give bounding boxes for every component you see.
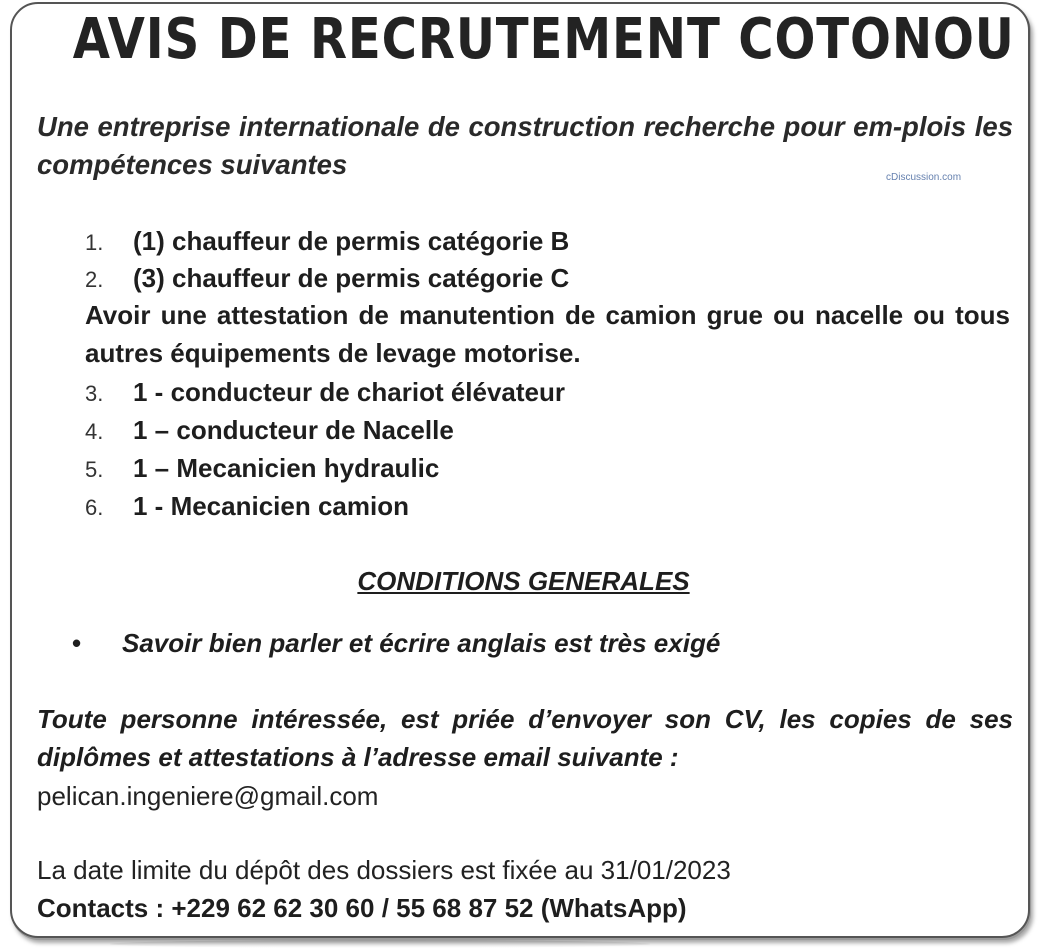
list-item xyxy=(85,411,454,451)
conditions-heading: CONDITIONS GENERALES xyxy=(357,566,690,596)
contacts-text: Contacts : +229 62 62 30 60 / 55 68 87 52 (WhatsApp) xyxy=(37,893,687,923)
list-item xyxy=(85,449,439,489)
list-item xyxy=(85,259,569,299)
requirement-text: Avoir une attestation de manutention de camion grue ou nacelle ou tous autres équipements de levage motorise. xyxy=(85,300,1010,368)
list-item xyxy=(85,373,565,413)
frame-shadow xyxy=(110,940,650,948)
conditions-item xyxy=(72,624,720,662)
list-item-number: 4. xyxy=(85,419,104,444)
list-item-text: (3) chauffeur de permis catégorie C xyxy=(133,263,570,293)
intro-text: Une entreprise internationale de construction recherche pour em-plois les compétences suivantes xyxy=(37,111,1013,180)
application-text: Toute personne intéressée, est priée d’envoyer son CV, les copies de ses diplômes et attestations à l’adresse email suivante : xyxy=(37,704,1013,772)
notice-title: AVIS DE RECRUTEMENT COTONOU xyxy=(72,7,1015,72)
list-item-text: 1 – Mecanicien hydraulic xyxy=(133,453,440,483)
list-item-number: 2. xyxy=(85,267,104,292)
contact-email: pelican.ingeniere@gmail.com xyxy=(37,781,379,811)
conditions-item-text: Savoir bien parler et écrire anglais est très exigé xyxy=(122,628,721,658)
bullet-icon: • xyxy=(72,628,82,658)
list-item xyxy=(85,487,409,527)
list-item-text: 1 - Mecanicien camion xyxy=(133,491,409,521)
list-item-text: (1) chauffeur de permis catégorie B xyxy=(133,226,570,256)
deadline-text: La date limite du dépôt des dossiers est fixée au 31/01/2023 xyxy=(37,855,731,885)
list-item-number: 5. xyxy=(85,457,104,482)
list-item-number: 3. xyxy=(85,381,104,406)
list-item-number: 1. xyxy=(85,230,104,255)
list-item-number: 6. xyxy=(85,495,104,520)
watermark: cDiscussion.com xyxy=(886,172,962,183)
list-item-text: 1 - conducteur de chariot élévateur xyxy=(133,377,566,407)
list-item-text: 1 – conducteur de Nacelle xyxy=(133,415,454,445)
list-item xyxy=(85,222,569,262)
